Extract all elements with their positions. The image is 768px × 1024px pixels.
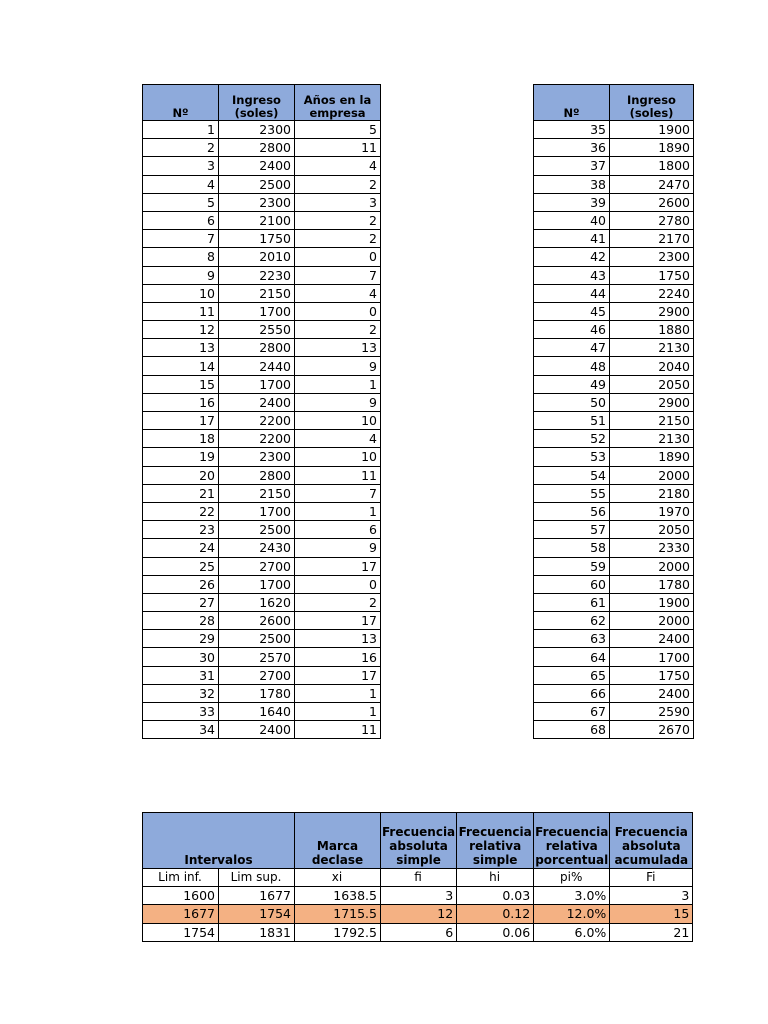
table-cell: 10 [143,284,219,302]
table-row [534,575,694,593]
table-row [143,193,381,211]
table-cell: 0 [295,302,381,320]
table-cell: 1900 [610,121,694,139]
table-row [534,648,694,666]
header-intervals: Intervalos [143,813,295,869]
table-row [143,684,381,702]
table-cell: 1750 [610,666,694,684]
table-cell: 11 [295,139,381,157]
table-cell: 2150 [219,484,295,502]
table-cell: 17 [143,412,219,430]
table-cell: 58 [534,539,610,557]
table-row [534,266,694,284]
table-cell: 60 [534,575,610,593]
table-row [143,302,381,320]
table-cell: 1620 [219,593,295,611]
table-row [534,412,694,430]
header-income: Ingreso (soles) [219,85,295,121]
table-row [534,684,694,702]
table-cell: 2300 [219,121,295,139]
table-cell: 9 [143,266,219,284]
table-cell: 38 [534,175,610,193]
header-years: Años en la empresa [295,85,381,121]
table-row [534,193,694,211]
table-row [534,230,694,248]
table-cell: 9 [295,393,381,411]
table-cell: 9 [295,357,381,375]
table-cell: 2400 [610,684,694,702]
table-cell: 2550 [219,321,295,339]
table-cell: 1640 [219,703,295,721]
table-row [143,539,381,557]
table-cell: 2330 [610,539,694,557]
table-row [143,575,381,593]
table-cell: 2400 [219,721,295,739]
table-cell: 2170 [610,230,694,248]
table-cell: 2050 [610,375,694,393]
table-row [534,430,694,448]
table-row [534,302,694,320]
table-row [534,211,694,229]
table-cell: 1890 [610,448,694,466]
table-row [534,666,694,684]
table-cell: 0 [295,575,381,593]
table-cell: 21 [143,484,219,502]
table-cell: 1754 [219,905,295,923]
table-cell: 1 [295,502,381,520]
table-cell: 15 [610,905,693,923]
table-cell: 5 [143,193,219,211]
table-cell: 2300 [610,248,694,266]
table-cell: 2150 [219,284,295,302]
header-cum-freq: Frecuencia absoluta acumulada [610,813,693,869]
table-cell: 13 [295,339,381,357]
table-row [143,139,381,157]
table-cell: 45 [534,302,610,320]
table-cell: 2 [295,230,381,248]
table-row [143,502,381,520]
header-number: Nº [534,85,610,121]
table-row [143,887,693,905]
frequency-table [142,812,693,942]
table-cell: 4 [295,284,381,302]
table-cell: 1700 [219,375,295,393]
table-cell: 52 [534,430,610,448]
table-cell: 37 [534,157,610,175]
header-pct-freq: Frecuencia relativa porcentual [534,813,610,869]
table-cell: 55 [534,484,610,502]
table-cell: 30 [143,648,219,666]
table-cell: 2100 [219,211,295,229]
table-row [143,412,381,430]
table-row [143,393,381,411]
header-abs-freq: Frecuencia absoluta simple [381,813,457,869]
table-cell: 31 [143,666,219,684]
table-cell: 51 [534,412,610,430]
table-cell: 20 [143,466,219,484]
table-cell: 1600 [143,887,219,905]
table-cell: 3 [143,157,219,175]
header-number: Nº [143,85,219,121]
table-cell: 2040 [610,357,694,375]
table-cell: 28 [143,612,219,630]
table-cell: 1700 [219,502,295,520]
table-cell: 2 [295,211,381,229]
table-row [143,175,381,193]
table-cell: 33 [143,703,219,721]
table-cell: 2010 [219,248,295,266]
table-row [534,721,694,739]
table-cell: 2240 [610,284,694,302]
table-cell: 2600 [219,612,295,630]
table-cell: 32 [143,684,219,702]
table-row [534,393,694,411]
table-cell: 2470 [610,175,694,193]
table-row [143,484,381,502]
table-row [534,357,694,375]
table-cell: 2300 [219,448,295,466]
table-cell: 6.0% [534,923,610,941]
table-cell: 2 [295,321,381,339]
table-cell: 1754 [143,923,219,941]
table-row [143,905,693,923]
table-cell: 2 [295,593,381,611]
table-cell: 1677 [143,905,219,923]
table-cell: 26 [143,575,219,593]
table-cell: 6 [143,211,219,229]
table-cell: 35 [534,121,610,139]
table-cell: 2000 [610,612,694,630]
table-row [143,521,381,539]
table-cell: 17 [295,612,381,630]
table-cell: 3.0% [534,887,610,905]
table-cell: 2570 [219,648,295,666]
table-cell: 23 [143,521,219,539]
table-cell: 29 [143,630,219,648]
table-cell: 1750 [610,266,694,284]
table-cell: 0.06 [457,923,534,941]
table-cell: 9 [295,539,381,557]
table-cell: 2780 [610,211,694,229]
table-cell: 61 [534,593,610,611]
table-cell: 27 [143,593,219,611]
table-row [143,593,381,611]
table-cell: 2700 [219,557,295,575]
table-cell: 2600 [610,193,694,211]
table-cell: 65 [534,666,610,684]
table-cell: 68 [534,721,610,739]
table-row [143,230,381,248]
table-cell: 2130 [610,339,694,357]
table-cell: 2300 [219,193,295,211]
table-row [143,923,693,941]
table-row [143,666,381,684]
table-cell: 16 [295,648,381,666]
table-cell: 13 [143,339,219,357]
table-row [534,521,694,539]
table-cell: 2400 [219,157,295,175]
table-cell: 2700 [219,666,295,684]
table-cell: 2800 [219,139,295,157]
table-cell: 63 [534,630,610,648]
table-cell: 21 [610,923,693,941]
table-cell: 16 [143,393,219,411]
table-cell: 7 [295,484,381,502]
subheader-hi: hi [457,869,534,887]
table-cell: 2900 [610,393,694,411]
table-cell: 12.0% [534,905,610,923]
table-cell: 11 [143,302,219,320]
table-row [143,612,381,630]
table-row [143,157,381,175]
table-cell: 2230 [219,266,295,284]
table-cell: 2900 [610,302,694,320]
table-cell: 1 [295,703,381,721]
table-cell: 64 [534,648,610,666]
table-row [143,266,381,284]
table-cell: 2150 [610,412,694,430]
table-row [143,630,381,648]
table-cell: 2670 [610,721,694,739]
table-cell: 1900 [610,593,694,611]
table-row [143,466,381,484]
table-cell: 34 [143,721,219,739]
subheader-lim-sup: Lim sup. [219,869,295,887]
table-cell: 1677 [219,887,295,905]
table-cell: 62 [534,612,610,630]
table-cell: 47 [534,339,610,357]
table-cell: 3 [610,887,693,905]
subheader-row [143,869,693,887]
subheader-fi: fi [381,869,457,887]
table-cell: 66 [534,684,610,702]
table-row [534,502,694,520]
table-cell: 6 [381,923,457,941]
table-row [534,375,694,393]
table-cell: 12 [143,321,219,339]
table-row [534,339,694,357]
table-cell: 59 [534,557,610,575]
table-row [143,430,381,448]
table-cell: 1 [295,684,381,702]
table-cell: 2400 [610,630,694,648]
table-cell: 3 [381,887,457,905]
subheader-xi: xi [295,869,381,887]
table-row [534,612,694,630]
table-cell: 2500 [219,630,295,648]
table-row [534,284,694,302]
table-row [143,321,381,339]
table-cell: 40 [534,211,610,229]
table-row [534,248,694,266]
table-cell: 36 [534,139,610,157]
table-cell: 4 [295,157,381,175]
table-cell: 1800 [610,157,694,175]
table-row [534,630,694,648]
table-cell: 1792.5 [295,923,381,941]
table-cell: 5 [295,121,381,139]
header-income: Ingreso (soles) [610,85,694,121]
table-row [534,557,694,575]
table-cell: 2500 [219,175,295,193]
table-cell: 1970 [610,502,694,520]
table-cell: 67 [534,703,610,721]
table-cell: 2050 [610,521,694,539]
table-cell: 50 [534,393,610,411]
table-row [534,175,694,193]
table-cell: 1 [295,375,381,393]
table-row [534,157,694,175]
table-row [143,339,381,357]
table-cell: 2400 [219,393,295,411]
table-row [143,448,381,466]
table-row [143,557,381,575]
table-cell: 57 [534,521,610,539]
table-cell: 8 [143,248,219,266]
table-cell: 54 [534,466,610,484]
table-cell: 7 [143,230,219,248]
table-cell: 0.12 [457,905,534,923]
table-cell: 0 [295,248,381,266]
table-cell: 1780 [219,684,295,702]
table-row [143,211,381,229]
table-cell: 2000 [610,557,694,575]
table-cell: 2130 [610,430,694,448]
table-row [534,539,694,557]
table-row [534,448,694,466]
table-cell: 1700 [219,302,295,320]
table-cell: 25 [143,557,219,575]
table-cell: 39 [534,193,610,211]
table-cell: 12 [381,905,457,923]
table-row [534,321,694,339]
table-cell: 2500 [219,521,295,539]
table-cell: 53 [534,448,610,466]
table-row [534,121,694,139]
income-table-1 [142,84,381,739]
table-cell: 1750 [219,230,295,248]
table-cell: 46 [534,321,610,339]
table-cell: 1890 [610,139,694,157]
table-cell: 2430 [219,539,295,557]
table-cell: 24 [143,539,219,557]
table-cell: 1638.5 [295,887,381,905]
table-row [534,593,694,611]
table-cell: 7 [295,266,381,284]
table-cell: 14 [143,357,219,375]
table-row [143,721,381,739]
table-cell: 22 [143,502,219,520]
table-cell: 15 [143,375,219,393]
table-row [534,466,694,484]
table-row [143,357,381,375]
header-row [534,85,694,121]
table-cell: 1831 [219,923,295,941]
table-cell: 18 [143,430,219,448]
table-cell: 10 [295,448,381,466]
table-cell: 2800 [219,339,295,357]
header-row [143,85,381,121]
table-cell: 1 [143,121,219,139]
table-row [534,139,694,157]
header-class-mark: Marca declase [295,813,381,869]
table-cell: 6 [295,521,381,539]
subheader-lim-inf: Lim inf. [143,869,219,887]
subheader-Fi: Fi [610,869,693,887]
subheader-pi: pi% [534,869,610,887]
table-cell: 11 [295,466,381,484]
table-cell: 3 [295,193,381,211]
table-row [143,648,381,666]
table-cell: 2 [143,139,219,157]
table-cell: 1715.5 [295,905,381,923]
table-row [143,248,381,266]
table-cell: 2590 [610,703,694,721]
table-cell: 44 [534,284,610,302]
table-cell: 2180 [610,484,694,502]
table-cell: 56 [534,502,610,520]
table-cell: 42 [534,248,610,266]
table-cell: 2200 [219,412,295,430]
table-cell: 1780 [610,575,694,593]
table-cell: 1700 [219,575,295,593]
table-row [143,375,381,393]
table-row [534,703,694,721]
table-row [143,121,381,139]
table-row [143,284,381,302]
table-cell: 43 [534,266,610,284]
income-table-2 [533,84,694,739]
table-cell: 1700 [610,648,694,666]
table-cell: 2200 [219,430,295,448]
table-cell: 17 [295,666,381,684]
table-cell: 11 [295,721,381,739]
table-cell: 19 [143,448,219,466]
table-row [534,484,694,502]
table-cell: 17 [295,557,381,575]
table-cell: 2800 [219,466,295,484]
table-cell: 41 [534,230,610,248]
table-cell: 2440 [219,357,295,375]
table-cell: 48 [534,357,610,375]
table-cell: 4 [143,175,219,193]
header-rel-freq: Frecuencia relativa simple [457,813,534,869]
table-cell: 0.03 [457,887,534,905]
table-cell: 2000 [610,466,694,484]
table-cell: 4 [295,430,381,448]
table-cell: 10 [295,412,381,430]
table-cell: 2 [295,175,381,193]
table-row [143,703,381,721]
table-cell: 13 [295,630,381,648]
table-cell: 49 [534,375,610,393]
header-row [143,813,693,869]
table-cell: 1880 [610,321,694,339]
